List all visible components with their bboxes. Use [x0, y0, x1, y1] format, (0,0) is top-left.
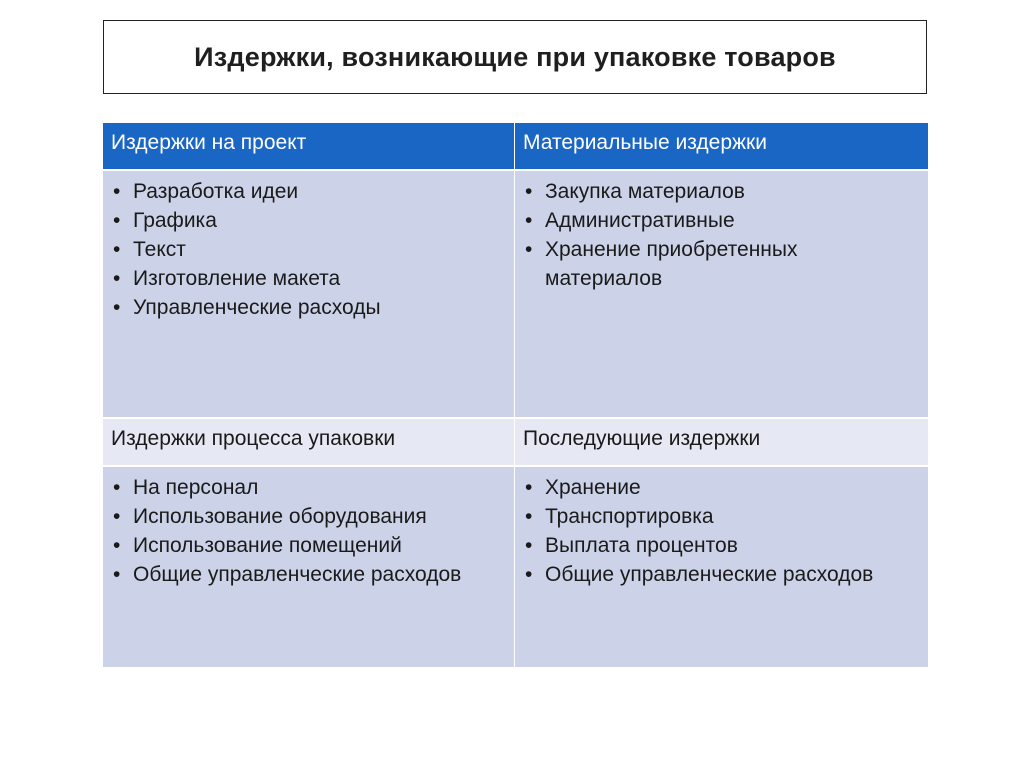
list-item: • Текст [111, 235, 506, 264]
header-subsequent-costs [515, 419, 928, 467]
header-project-costs [103, 123, 515, 171]
header-packaging-process-costs [103, 419, 515, 467]
list-item: • Общие управленческие расходов [111, 560, 506, 589]
subsequent-costs-list [523, 473, 920, 589]
list-item: • На персонал [111, 473, 506, 502]
header-material-costs [515, 123, 928, 171]
list-item: • Управленческие расходы [111, 293, 506, 322]
project-costs-list-cell [103, 171, 515, 419]
list-item: • Административные [523, 206, 920, 235]
list-item: • Изготовление макета [111, 264, 506, 293]
subsequent-costs-list-cell [515, 467, 928, 667]
header-project-costs-label: Издержки на проект [111, 131, 307, 154]
packaging-process-costs-list-cell [103, 467, 515, 667]
header-subsequent-costs-label: Последующие издержки [523, 427, 761, 450]
list-item: • Закупка материалов [523, 177, 920, 206]
header-material-costs-label: Материальные издержки [523, 131, 767, 154]
list-item: • Хранение приобретенных материалов [523, 235, 920, 293]
slide-title: Издержки, возникающие при упаковке товаров [194, 41, 836, 72]
header-packaging-process-costs-label: Издержки процесса упаковки [111, 427, 396, 450]
costs-table [103, 123, 928, 667]
project-costs-list [111, 177, 506, 322]
list-item: • Выплата процентов [523, 531, 920, 560]
list-item: • Использование оборудования [111, 502, 506, 531]
list-item: • Разработка идеи [111, 177, 506, 206]
material-costs-list-cell [515, 171, 928, 419]
title-box [103, 20, 927, 94]
material-costs-list [523, 177, 920, 293]
list-item: • Хранение [523, 473, 920, 502]
list-item: • Общие управленческие расходов [523, 560, 920, 589]
list-item: • Графика [111, 206, 506, 235]
list-item: • Использование помещений [111, 531, 506, 560]
list-item: • Транспортировка [523, 502, 920, 531]
packaging-process-costs-list [111, 473, 506, 589]
